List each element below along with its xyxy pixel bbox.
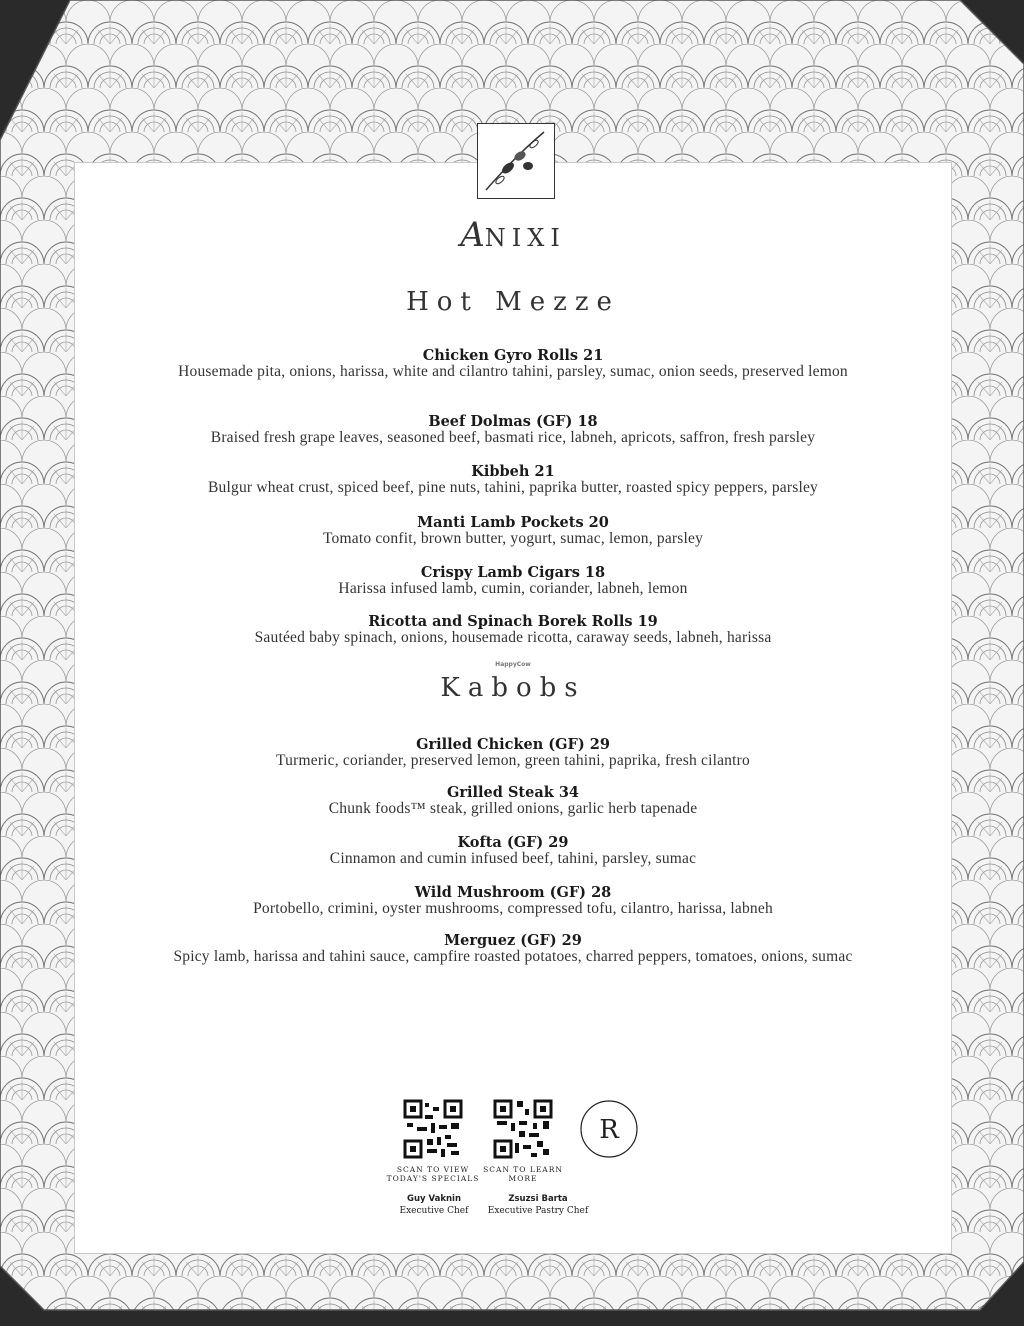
chef-title: Executive Pastry Chef	[487, 1206, 589, 1216]
item-name: Chicken Gyro Rolls 21	[422, 347, 604, 364]
item-description: Portobello, crimini, oyster mushrooms, compressed tofu, cilantro, harissa, labneh	[253, 900, 773, 917]
menu-item	[135, 834, 891, 866]
item-name: Ricotta and Spinach Borek Rolls 19	[368, 613, 658, 630]
item-name: Beef Dolmas (GF) 18	[428, 413, 598, 430]
item-name: Grilled Steak 34	[446, 784, 580, 801]
happycow-watermark: HappyCow	[495, 661, 531, 668]
chef-name: Guy Vaknin	[406, 1194, 462, 1204]
item-description: Spicy lamb, harissa and tahini sauce, campfire roasted potatoes, charred peppers, tomatoes, onions, sumac	[173, 948, 853, 965]
item-description: Chunk foods™ steak, grilled onions, garlic herb tapenade	[328, 800, 698, 817]
item-description: Housemade pita, onions, harissa, white and cilantro tahini, parsley, sumac, onion seeds, preserved lemon	[178, 363, 848, 380]
chef-name: Zsuzsi Barta	[508, 1194, 568, 1204]
item-name: Merguez (GF) 29	[444, 932, 582, 949]
qr-code-icon	[493, 1099, 553, 1159]
item-name: Wild Mushroom (GF) 28	[414, 884, 612, 901]
item-description: Tomato confit, brown butter, yogurt, sumac, lemon, parsley	[322, 530, 704, 547]
item-description: Cinnamon and cumin infused beef, tahini, parsley, sumac	[329, 850, 697, 867]
r-circle-icon	[579, 1099, 639, 1159]
menu-item	[135, 564, 891, 596]
brand-name	[75, 215, 951, 255]
chef-title: Executive Chef	[399, 1206, 469, 1216]
brand-rest: NIXI	[484, 224, 566, 252]
qr-specials-caption: SCAN TO VIEW TODAY'S SPECIALS	[386, 1165, 480, 1183]
section-title-hot-mezze: Hot Mezze	[406, 287, 620, 317]
menu-item	[135, 932, 891, 964]
menu-item	[135, 463, 891, 495]
item-name: Kibbeh 21	[471, 463, 555, 480]
item-name: Kofta (GF) 29	[457, 834, 569, 851]
menu-item	[135, 784, 891, 816]
r-logo-letter: R	[599, 1115, 619, 1145]
section-title-kabobs: Kabobs	[440, 673, 586, 703]
olive-branch-icon	[478, 124, 554, 198]
item-description: Harissa infused lamb, cumin, coriander, labneh, lemon	[338, 580, 688, 597]
menu-panel	[74, 162, 952, 1254]
item-name: Grilled Chicken (GF) 29	[416, 736, 610, 753]
qr-learn-caption: SCAN TO LEARN MORE	[483, 1165, 563, 1183]
menu-item	[135, 736, 891, 768]
menu-item	[135, 613, 891, 645]
item-name: Crispy Lamb Cigars 18	[420, 564, 606, 581]
olive-branch-logo	[477, 123, 555, 199]
item-description: Bulgur wheat crust, spiced beef, pine nuts, tahini, paprika butter, roasted spicy peppers, parsley	[208, 479, 818, 496]
brand-initial: A	[460, 215, 485, 255]
qr-code-learn-more[interactable]	[493, 1099, 553, 1159]
chef-credit	[473, 1193, 603, 1217]
qr-code-specials[interactable]	[403, 1099, 463, 1159]
qr-code-icon	[403, 1099, 463, 1159]
menu-item	[135, 514, 891, 546]
menu-item	[135, 413, 891, 445]
item-name: Manti Lamb Pockets 20	[417, 514, 609, 531]
item-description: Sautéed baby spinach, onions, housemade ricotta, caraway seeds, labneh, harissa	[254, 629, 772, 646]
menu-item	[135, 884, 891, 916]
r-logo	[579, 1099, 639, 1159]
menu-item	[135, 347, 891, 379]
item-description: Turmeric, coriander, preserved lemon, green tahini, paprika, fresh cilantro	[276, 752, 750, 769]
item-description: Braised fresh grape leaves, seasoned beef, basmati rice, labneh, apricots, saffron, fresh parsley	[210, 429, 816, 446]
